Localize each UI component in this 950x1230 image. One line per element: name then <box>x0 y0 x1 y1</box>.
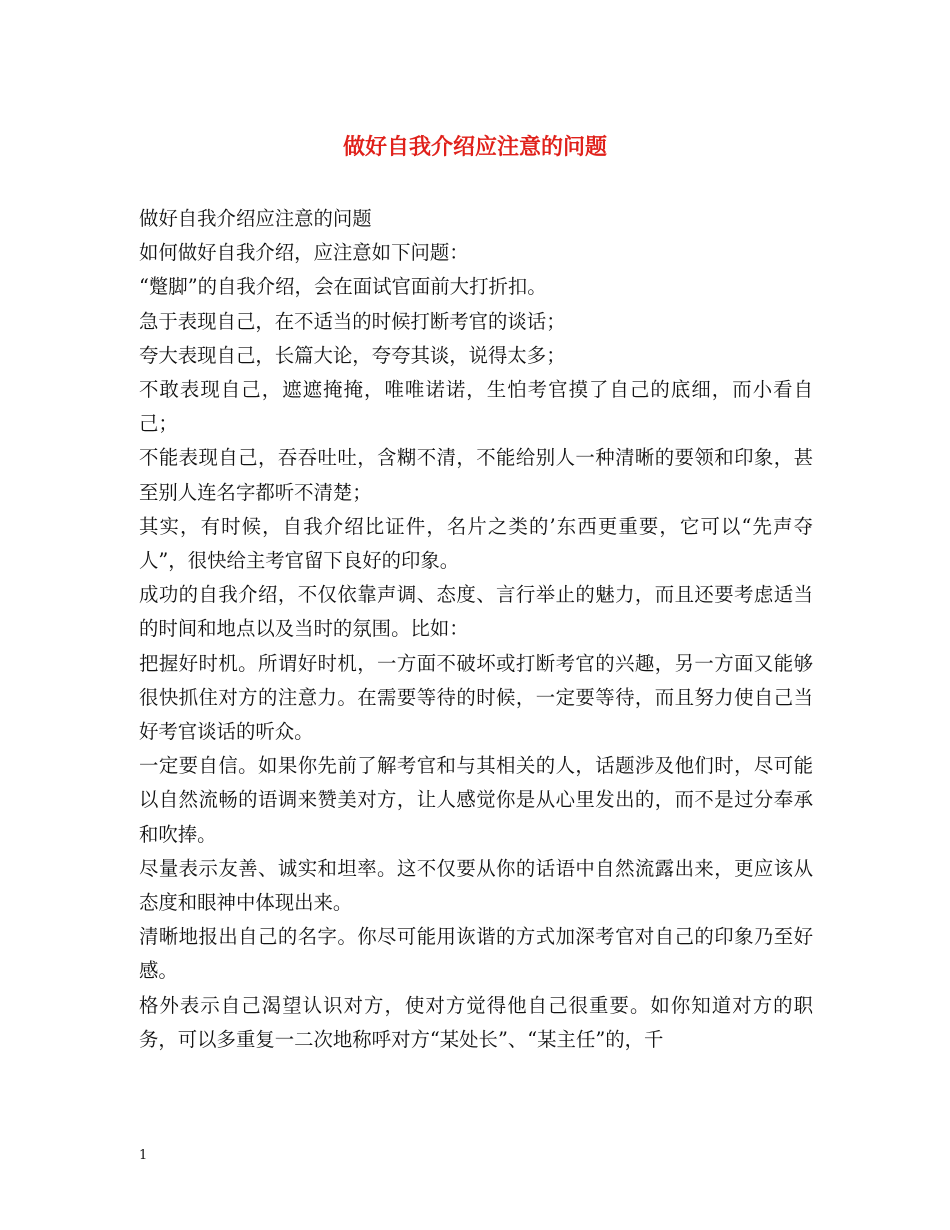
paragraph: 格外表示自己渴望认识对方，使对方觉得他自己很重要。如你知道对方的职务，可以多重复一二次地称呼对方“某处长”、“某主任”的，千 <box>139 993 813 1051</box>
paragraph: 如何做好自我介绍，应注意如下问题： <box>139 241 469 265</box>
paragraph: 清晰地报出自己的名字。你尽可能用诙谐的方式加深考官对自己的印象乃至好感。 <box>139 925 813 983</box>
paragraph: 成功的自我介绍，不仅依靠声调、态度、言行举止的魅力，而且还要考虑适当的时间和地点以及当时的氛围。比如： <box>139 583 813 641</box>
document-body <box>139 202 813 1057</box>
paragraph: 其实，有时候，自我介绍比证件，名片之类的’东西更重要，它可以“先声夺人”，很快给主考官留下良好的印象。 <box>139 514 813 573</box>
paragraph: 不能表现自己，吞吞吐吐，含糊不清，不能给别人一种清晰的要领和印象，甚至别人连名字都听不清楚； <box>139 446 813 504</box>
page-number: 1 <box>139 1148 148 1163</box>
paragraph: 夸大表现自己，长篇大论，夸夸其谈，说得太多； <box>139 343 566 367</box>
paragraph: 一定要自信。如果你先前了解考官和与其相关的人，话题涉及他们时，尽可能以自然流畅的语调来赞美对方，让人感觉你是从心里发出的，而不是过分奉承和吹捧。 <box>139 754 813 846</box>
paragraph: 做好自我介绍应注意的问题 <box>139 207 372 230</box>
paragraph: 把握好时机。所谓好时机，一方面不破坏或打断考官的兴趣，另一方面又能够很快抓住对方的注意力。在需要等待的时候，一定要等待，而且努力使自己当好考官谈话的听众。 <box>139 651 813 744</box>
paragraph: 尽量表示友善、诚实和坦率。这不仅要从你的话语中自然流露出来，更应该从态度和眼神中体现出来。 <box>139 856 813 915</box>
paragraph: 不敢表现自己，遮遮掩掩，唯唯诺诺，生怕考官摸了自己的底细，而小看自己； <box>139 378 813 436</box>
paragraph: 急于表现自己，在不适当的时候打断考官的谈话； <box>139 309 566 333</box>
document-title: 做好自我介绍应注意的问题 <box>342 134 607 160</box>
paragraph: “蹩脚”的自我介绍，会在面试官面前大打折扣。 <box>139 275 547 299</box>
